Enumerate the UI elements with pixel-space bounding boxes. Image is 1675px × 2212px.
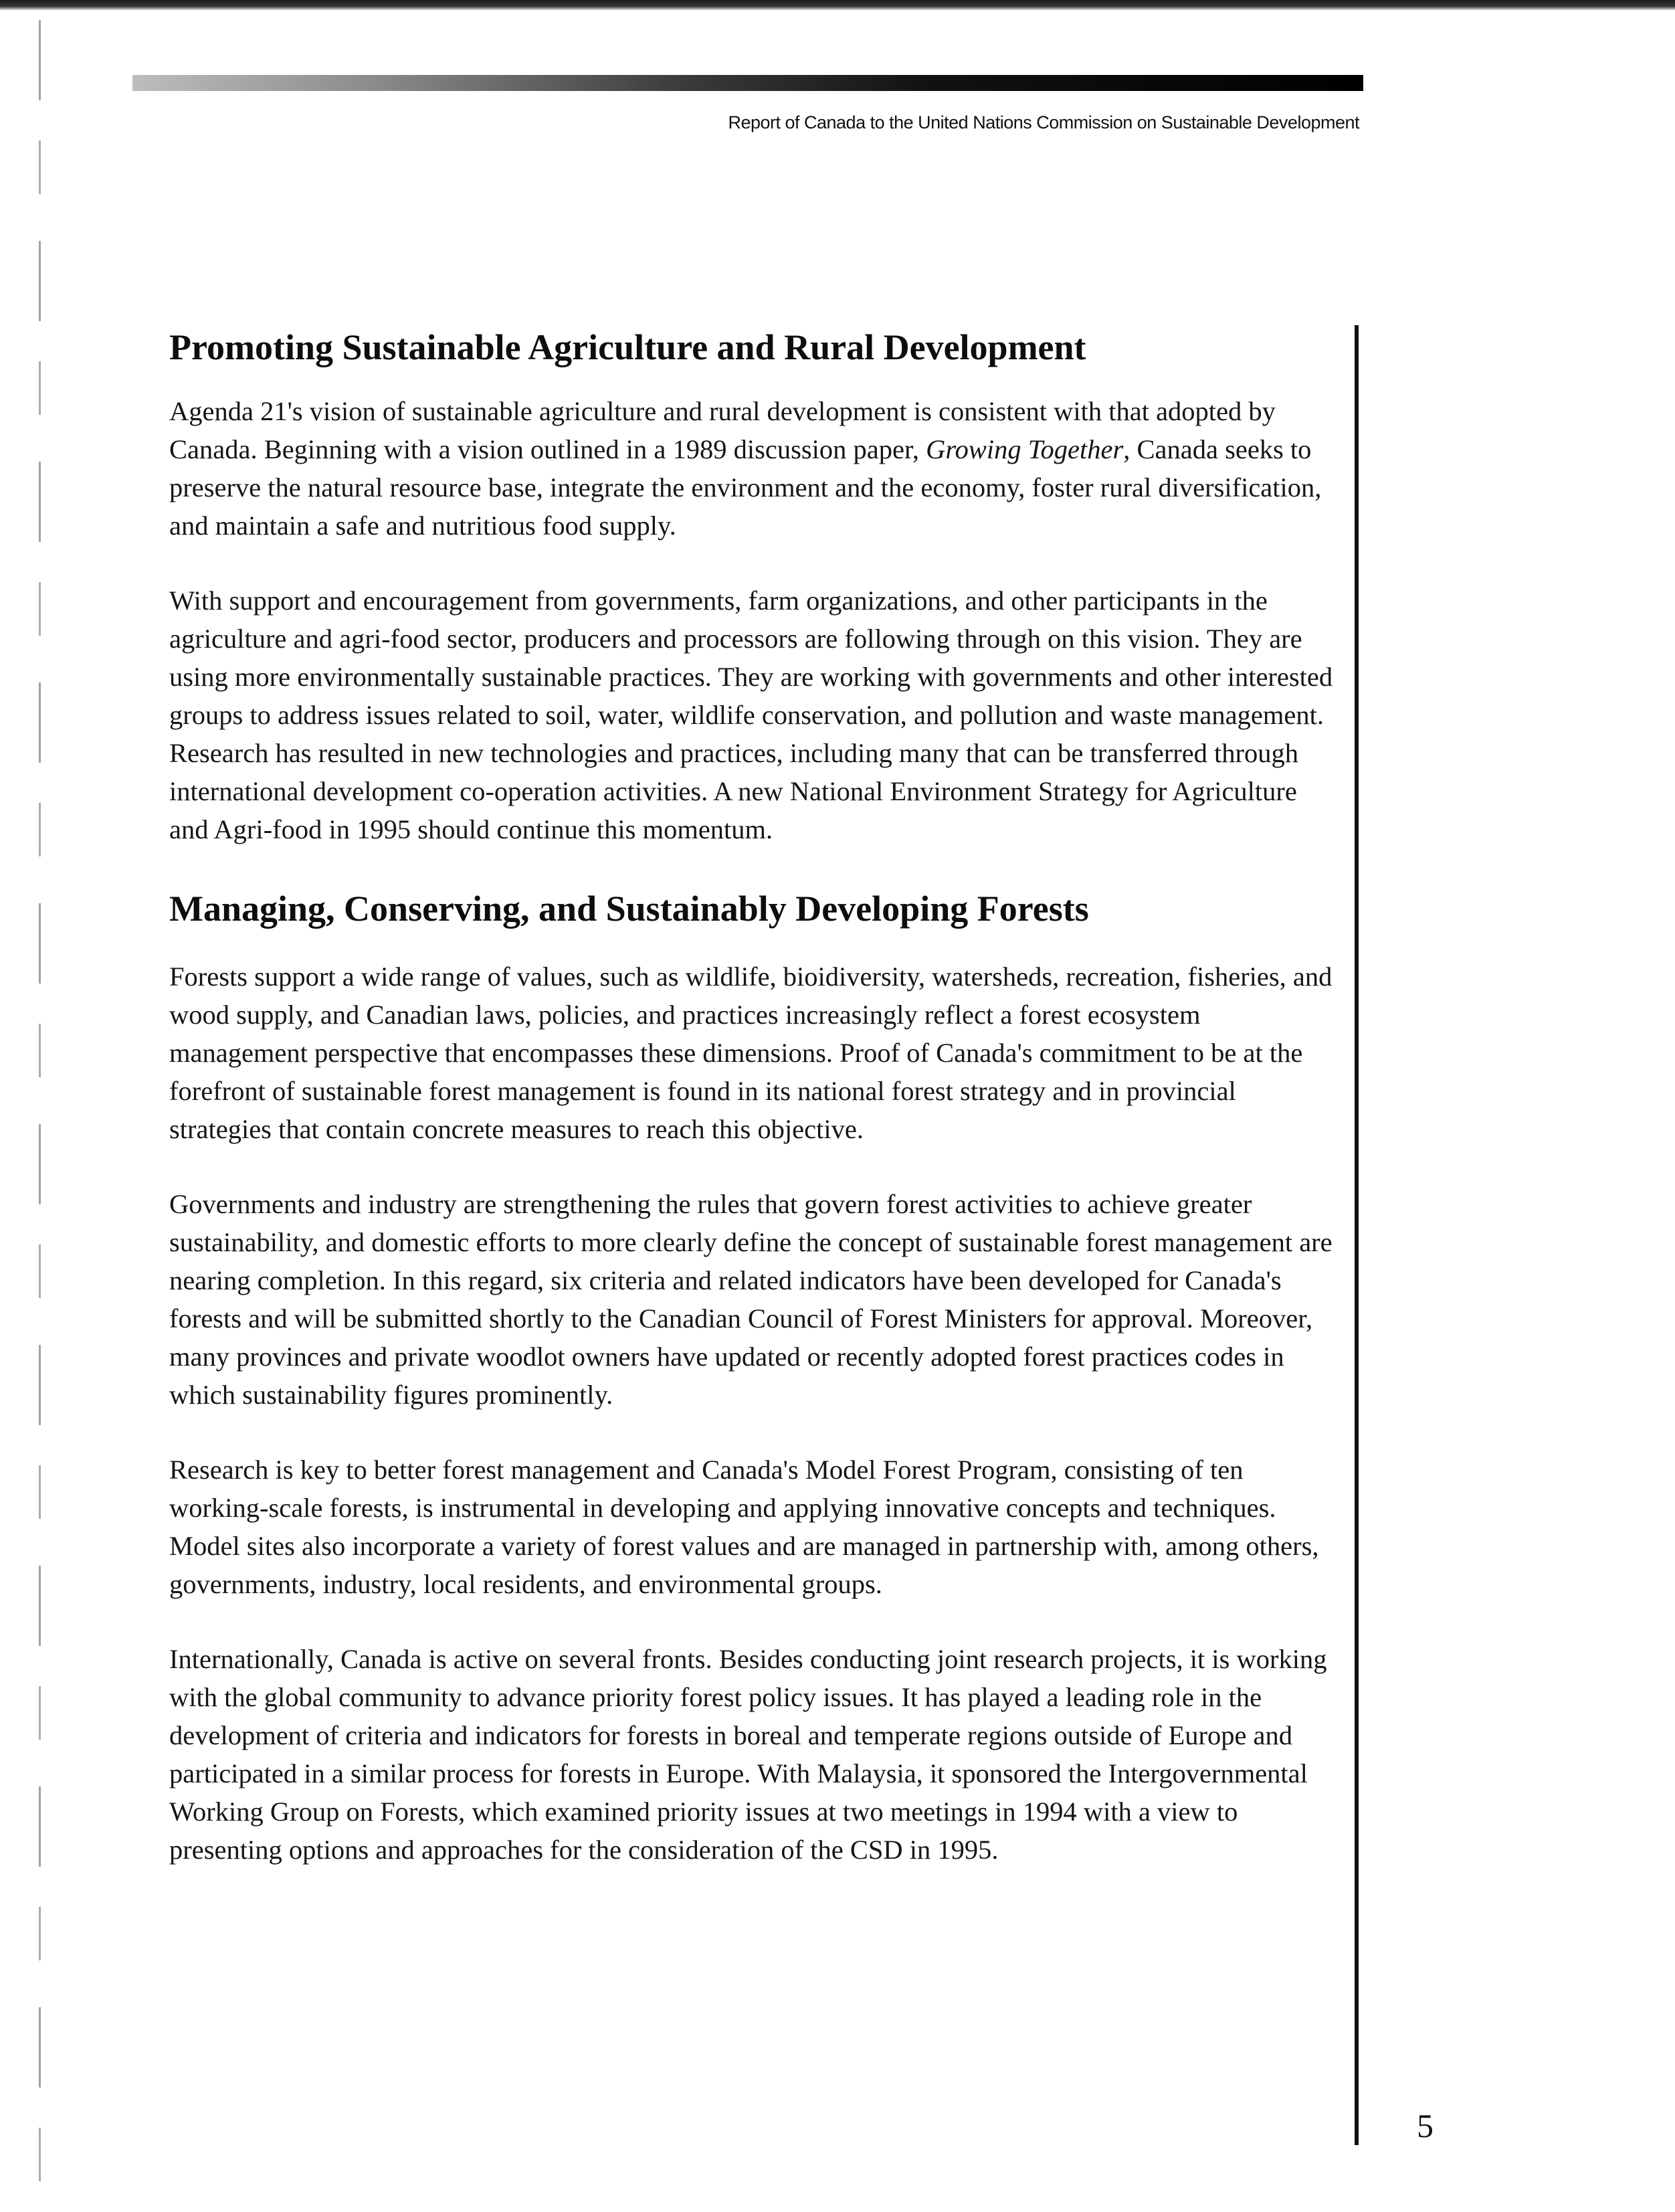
header-band: [132, 75, 1363, 91]
paragraph-international: Internationally, Canada is active on several fronts. Besides conducting joint research projects, it is working with the global community to advance priority forest policy issues. It has played a leading role in the development of criteria and indicators for forests in boreal and temperate regions outside of Europe and participated in a similar process for forests in Europe. With Malaysia, it sponsored the Intergovernmental Working Group on Forests, which examined priority issues at two meetings in 1994 with a view to presenting options and approaches for the consideration of the CSD in 1995.: [169, 1644, 1327, 1865]
right-margin-rule: [1355, 325, 1359, 2145]
paragraph-governments-industry: Governments and industry are strengthening the rules that govern forest activities to achieve greater sustainability, and domestic efforts to more clearly define the concept of sustainable forest management are nearing completion. In this regard, six criteria and related indicators have been developed for Canada's forests and will be submitted shortly to the Canadian Council of Forest Ministers for approval. Moreover, many provinces and private woodlot owners have updated or recently adopted forest practices codes in which sustainability figures prominently.: [169, 1189, 1333, 1410]
paragraph-text: , Canada seeks to preserve the natural resource base, integrate the environment and the economy, foster rural diversification, and maintain a safe and nutritious food supply.: [169, 434, 1322, 541]
scan-left-edge: [39, 20, 41, 2188]
paragraph-text: Agenda 21's vision of sustainable agriculture and rural development is consistent with that adopted by Canada. Beginning with a vision outlined in a 1989 discussion paper,: [169, 396, 1276, 464]
scan-top-edge: [0, 0, 1675, 11]
page-body: [169, 324, 1333, 1906]
page-number: 5: [1417, 2107, 1434, 2144]
paragraph-support-encouragement: With support and encouragement from governments, farm organizations, and other participants in the agriculture and agri-food sector, producers and processors are following through on this vision. They are using more environmentally sustainable practices. They are working with governments and other interested groups to address issues related to soil, water, wildlife conservation, and pollution and waste management. Research has resulted in new technologies and practices, including many that can be transferred through international development co-operation activities. A new National Environment Strategy for Agriculture and Agri-food in 1995 should continue this momentum.: [169, 585, 1333, 844]
running-header: Report of Canada to the United Nations Commission on Sustainable Development: [728, 112, 1359, 132]
paragraph-agenda21-vision: [169, 392, 1333, 545]
publication-title: Growing Together: [926, 434, 1124, 464]
section-heading-forests: Managing, Conserving, and Sustainably Developing Forests: [169, 889, 1089, 929]
section-heading-agriculture: Promoting Sustainable Agriculture and Rural Development: [169, 327, 1086, 367]
paragraph-forest-values: Forests support a wide range of values, such as wildlife, bioidiversity, watersheds, recreation, fisheries, and wood supply, and Canadian laws, policies, and practices increasingly reflect a forest ecosystem management perspective that encompasses these dimensions. Proof of Canada's commitment to be at the forefront of sustainable forest management is found in its national forest strategy and in provincial strategies that contain concrete measures to reach this objective.: [169, 961, 1333, 1144]
paragraph-research-model-forest: Research is key to better forest management and Canada's Model Forest Program, consisting of ten working-scale forests, is instrumental in developing and applying innovative concepts and techniques. Model sites also incorporate a variety of forest values and are managed in partnership with, among others, governments, industry, local residents, and environmental groups.: [169, 1455, 1319, 1599]
